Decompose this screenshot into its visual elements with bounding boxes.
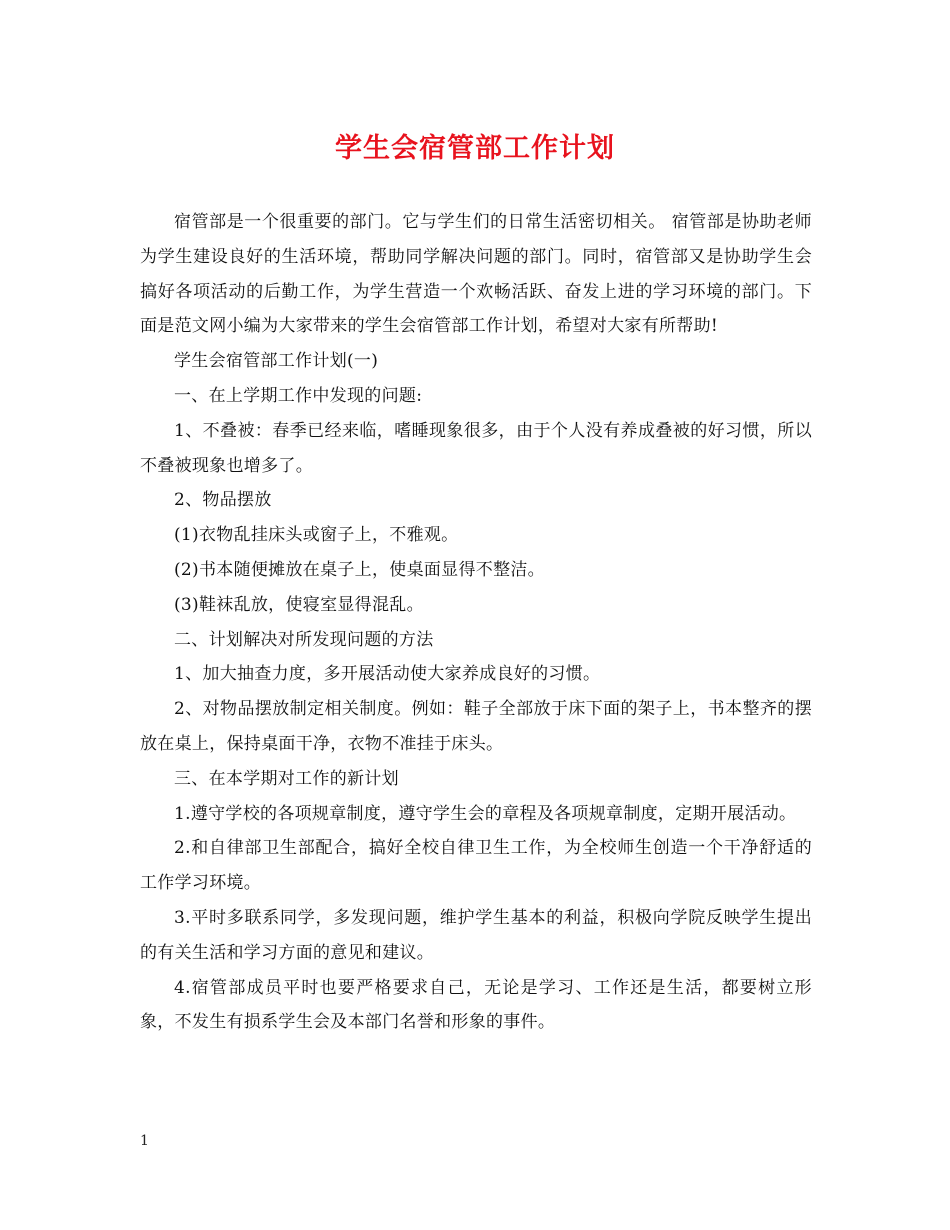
plan-item-3: 3.平时多联系同学，多发现问题，维护学生基本的利益，积极向学院反映学生提出的有关生活和学习方面的意见和建议。 xyxy=(140,907,812,963)
page-number: 1 xyxy=(140,1133,149,1149)
plan-item-1: 1.遵守学校的各项规章制度，遵守学生会的章程及各项规章制度，定期开展活动。 xyxy=(174,803,797,824)
section-heading-problems: 一、在上学期工作中发现的问题: xyxy=(174,385,423,406)
problem-item-1: 1、不叠被：春季已经来临，嗜睡现象很多，由于个人没有养成叠被的好习惯，所以不叠被现象也增多了。 xyxy=(140,420,812,476)
problem-subitem-1: (1)衣物乱挂床头或窗子上，不雅观。 xyxy=(174,525,459,546)
problem-subitem-2: (2)书本随便摊放在桌子上，使桌面显得不整洁。 xyxy=(174,559,545,580)
problem-subitem-3: (3)鞋袜乱放，使寝室显得混乱。 xyxy=(174,594,424,615)
solution-item-1: 1、加大抽查力度，多开展活动使大家养成良好的习惯。 xyxy=(174,664,601,685)
section-heading-plan-one: 学生会宿管部工作计划(一) xyxy=(174,351,379,372)
problem-item-2: 2、物品摆放 xyxy=(174,490,272,511)
document-title: 学生会宿管部工作计划 xyxy=(335,133,615,164)
document-body xyxy=(140,205,812,1040)
section-heading-solutions: 二、计划解决对所发现问题的方法 xyxy=(174,629,434,650)
solution-item-2: 2、对物品摆放制定相关制度。例如：鞋子全部放于床下面的架子上，书本整齐的摆放在桌上，保持桌面干净，衣物不准挂于床头。 xyxy=(140,699,812,754)
plan-item-4: 4.宿管部成员平时也要严格要求自己，无论是学习、工作还是生活，都要树立形象，不发生有损系学生会及本部门名誉和形象的事件。 xyxy=(140,977,812,1033)
intro-paragraph: 宿管部是一个很重要的部门。它与学生们的日常生活密切相关。 宿管部是协助老师为学生建设良好的生活环境，帮助同学解决问题的部门。同时，宿管部又是协助学生会搞好各项活动的后勤工作，为学生营造一个欢畅活跃、奋发上进的学习环境的部门。下面是范文网小编为大家带来的学生会宿管部工作计划，希望对大家有所帮助! xyxy=(140,212,812,337)
plan-item-2: 2.和自律部卫生部配合，搞好全校自律卫生工作，为全校师生创造一个干净舒适的工作学习环境。 xyxy=(140,838,812,894)
section-heading-new-plan: 三、在本学期对工作的新计划 xyxy=(174,768,399,789)
